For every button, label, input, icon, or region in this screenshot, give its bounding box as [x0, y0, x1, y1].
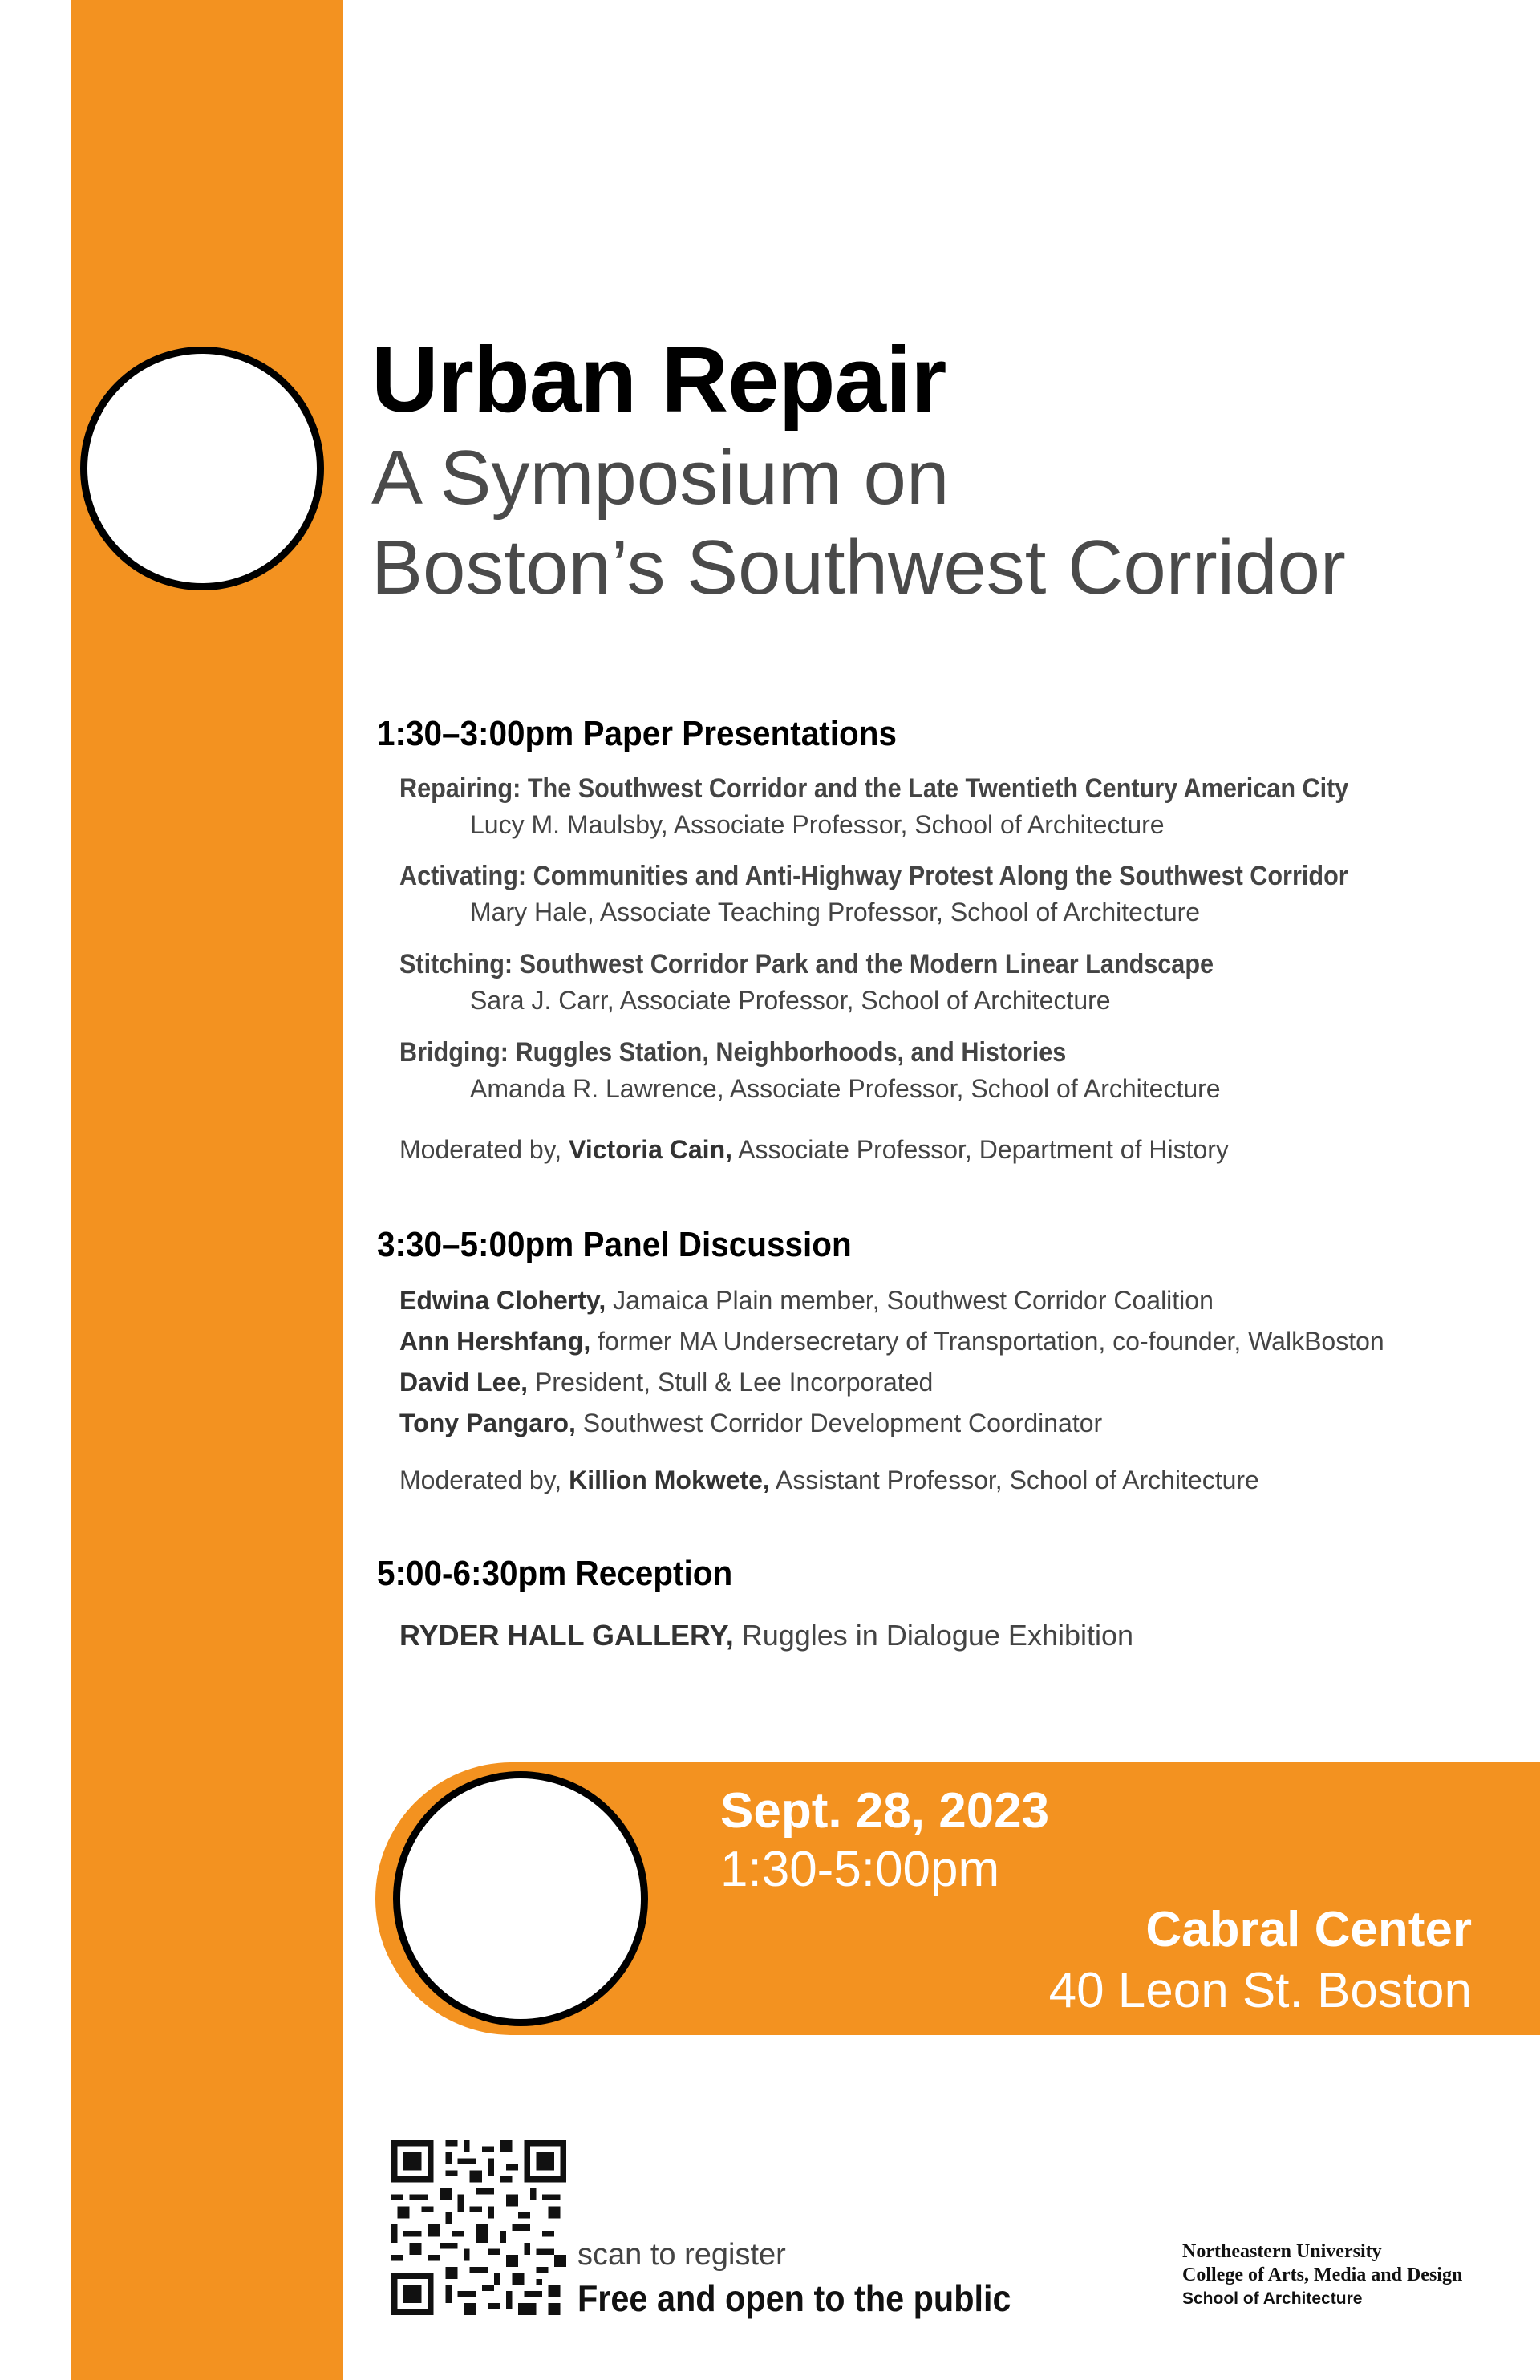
reception-heading: 5:00-6:30pm Reception: [377, 1554, 733, 1593]
talk-title: Stitching: Southwest Corridor Park and the Modern Linear Landscape: [399, 949, 1214, 979]
event-venue: Cabral Center: [1145, 1902, 1472, 1957]
talk-speaker: Lucy M. Maulsby, Associate Professor, School of Architecture: [470, 810, 1165, 839]
moderator-name: Victoria Cain,: [569, 1135, 732, 1164]
talk-speaker: Amanda R. Lawrence, Associate Professor, School of Architecture: [470, 1074, 1221, 1103]
scan-to-register-label: scan to register: [578, 2238, 786, 2272]
panel-heading: 3:30–5:00pm Panel Discussion: [377, 1225, 852, 1264]
panelist-name: Tony Pangaro,: [399, 1409, 576, 1437]
panel-member: [399, 1327, 1384, 1356]
talk-title: Activating: Communities and Anti-Highway Protest Along the Southwest Corridor: [399, 861, 1348, 891]
event-date: Sept. 28, 2023: [720, 1783, 1050, 1839]
panelist-role: Southwest Corridor Development Coordinator: [582, 1409, 1103, 1437]
poster-subtitle: [371, 433, 1346, 613]
decorative-circle: [80, 347, 324, 590]
university-wordmark: [1182, 2240, 1462, 2310]
panel-member: [399, 1286, 1214, 1316]
event-address: 40 Leon St. Boston: [1048, 1963, 1472, 2018]
panelist-role: President, Stull & Lee Incorporated: [534, 1368, 934, 1397]
subtitle-line-1: A Symposium on: [371, 435, 950, 521]
reception-place: RYDER HALL GALLERY,: [399, 1619, 734, 1652]
university-name: Northeastern University: [1182, 2241, 1382, 2262]
moderator-role: Associate Professor, Department of History: [738, 1135, 1229, 1164]
subtitle-line-2: Boston’s Southwest Corridor: [371, 525, 1346, 610]
moderator-prefix: Moderated by,: [399, 1135, 562, 1164]
moderator-name: Killion Mokwete,: [569, 1466, 770, 1494]
papers-heading: 1:30–3:00pm Paper Presentations: [377, 714, 897, 753]
talk-speaker: Sara J. Carr, Associate Professor, School of Architecture: [470, 986, 1111, 1015]
decorative-circle: [393, 1771, 648, 2026]
talk-title: Repairing: The Southwest Corridor and the Late Twentieth Century American City: [399, 773, 1349, 804]
panelist-role: Jamaica Plain member, Southwest Corridor Coalition: [613, 1286, 1214, 1315]
moderator-role: Assistant Professor, School of Architecture: [775, 1466, 1259, 1494]
reception-detail: [399, 1619, 1133, 1652]
poster-title: Urban Repair: [371, 327, 946, 432]
panelist-name: Edwina Cloherty,: [399, 1286, 606, 1315]
talk-speaker: Mary Hale, Associate Teaching Professor, School of Architecture: [470, 898, 1201, 926]
talk-title: Bridging: Ruggles Station, Neighborhoods, and Histories: [399, 1037, 1067, 1068]
qr-code-icon[interactable]: [391, 2140, 566, 2315]
free-admission-label: Free and open to the public: [578, 2277, 1011, 2319]
panel-moderator: [399, 1466, 1259, 1495]
moderator-prefix: Moderated by,: [399, 1466, 562, 1494]
college-name: College of Arts, Media and Design: [1182, 2264, 1463, 2285]
panelist-name: Ann Hershfang,: [399, 1327, 591, 1356]
event-time: 1:30-5:00pm: [720, 1842, 1000, 1897]
reception-exhibition: Ruggles in Dialogue Exhibition: [741, 1619, 1134, 1652]
panelist-name: David Lee,: [399, 1368, 529, 1397]
panel-member: [399, 1409, 1102, 1438]
school-name: School of Architecture: [1182, 2289, 1363, 2308]
panelist-role: former MA Undersecretary of Transportation, co-founder, WalkBoston: [598, 1327, 1384, 1356]
panel-member: [399, 1368, 933, 1397]
papers-moderator: [399, 1135, 1229, 1165]
